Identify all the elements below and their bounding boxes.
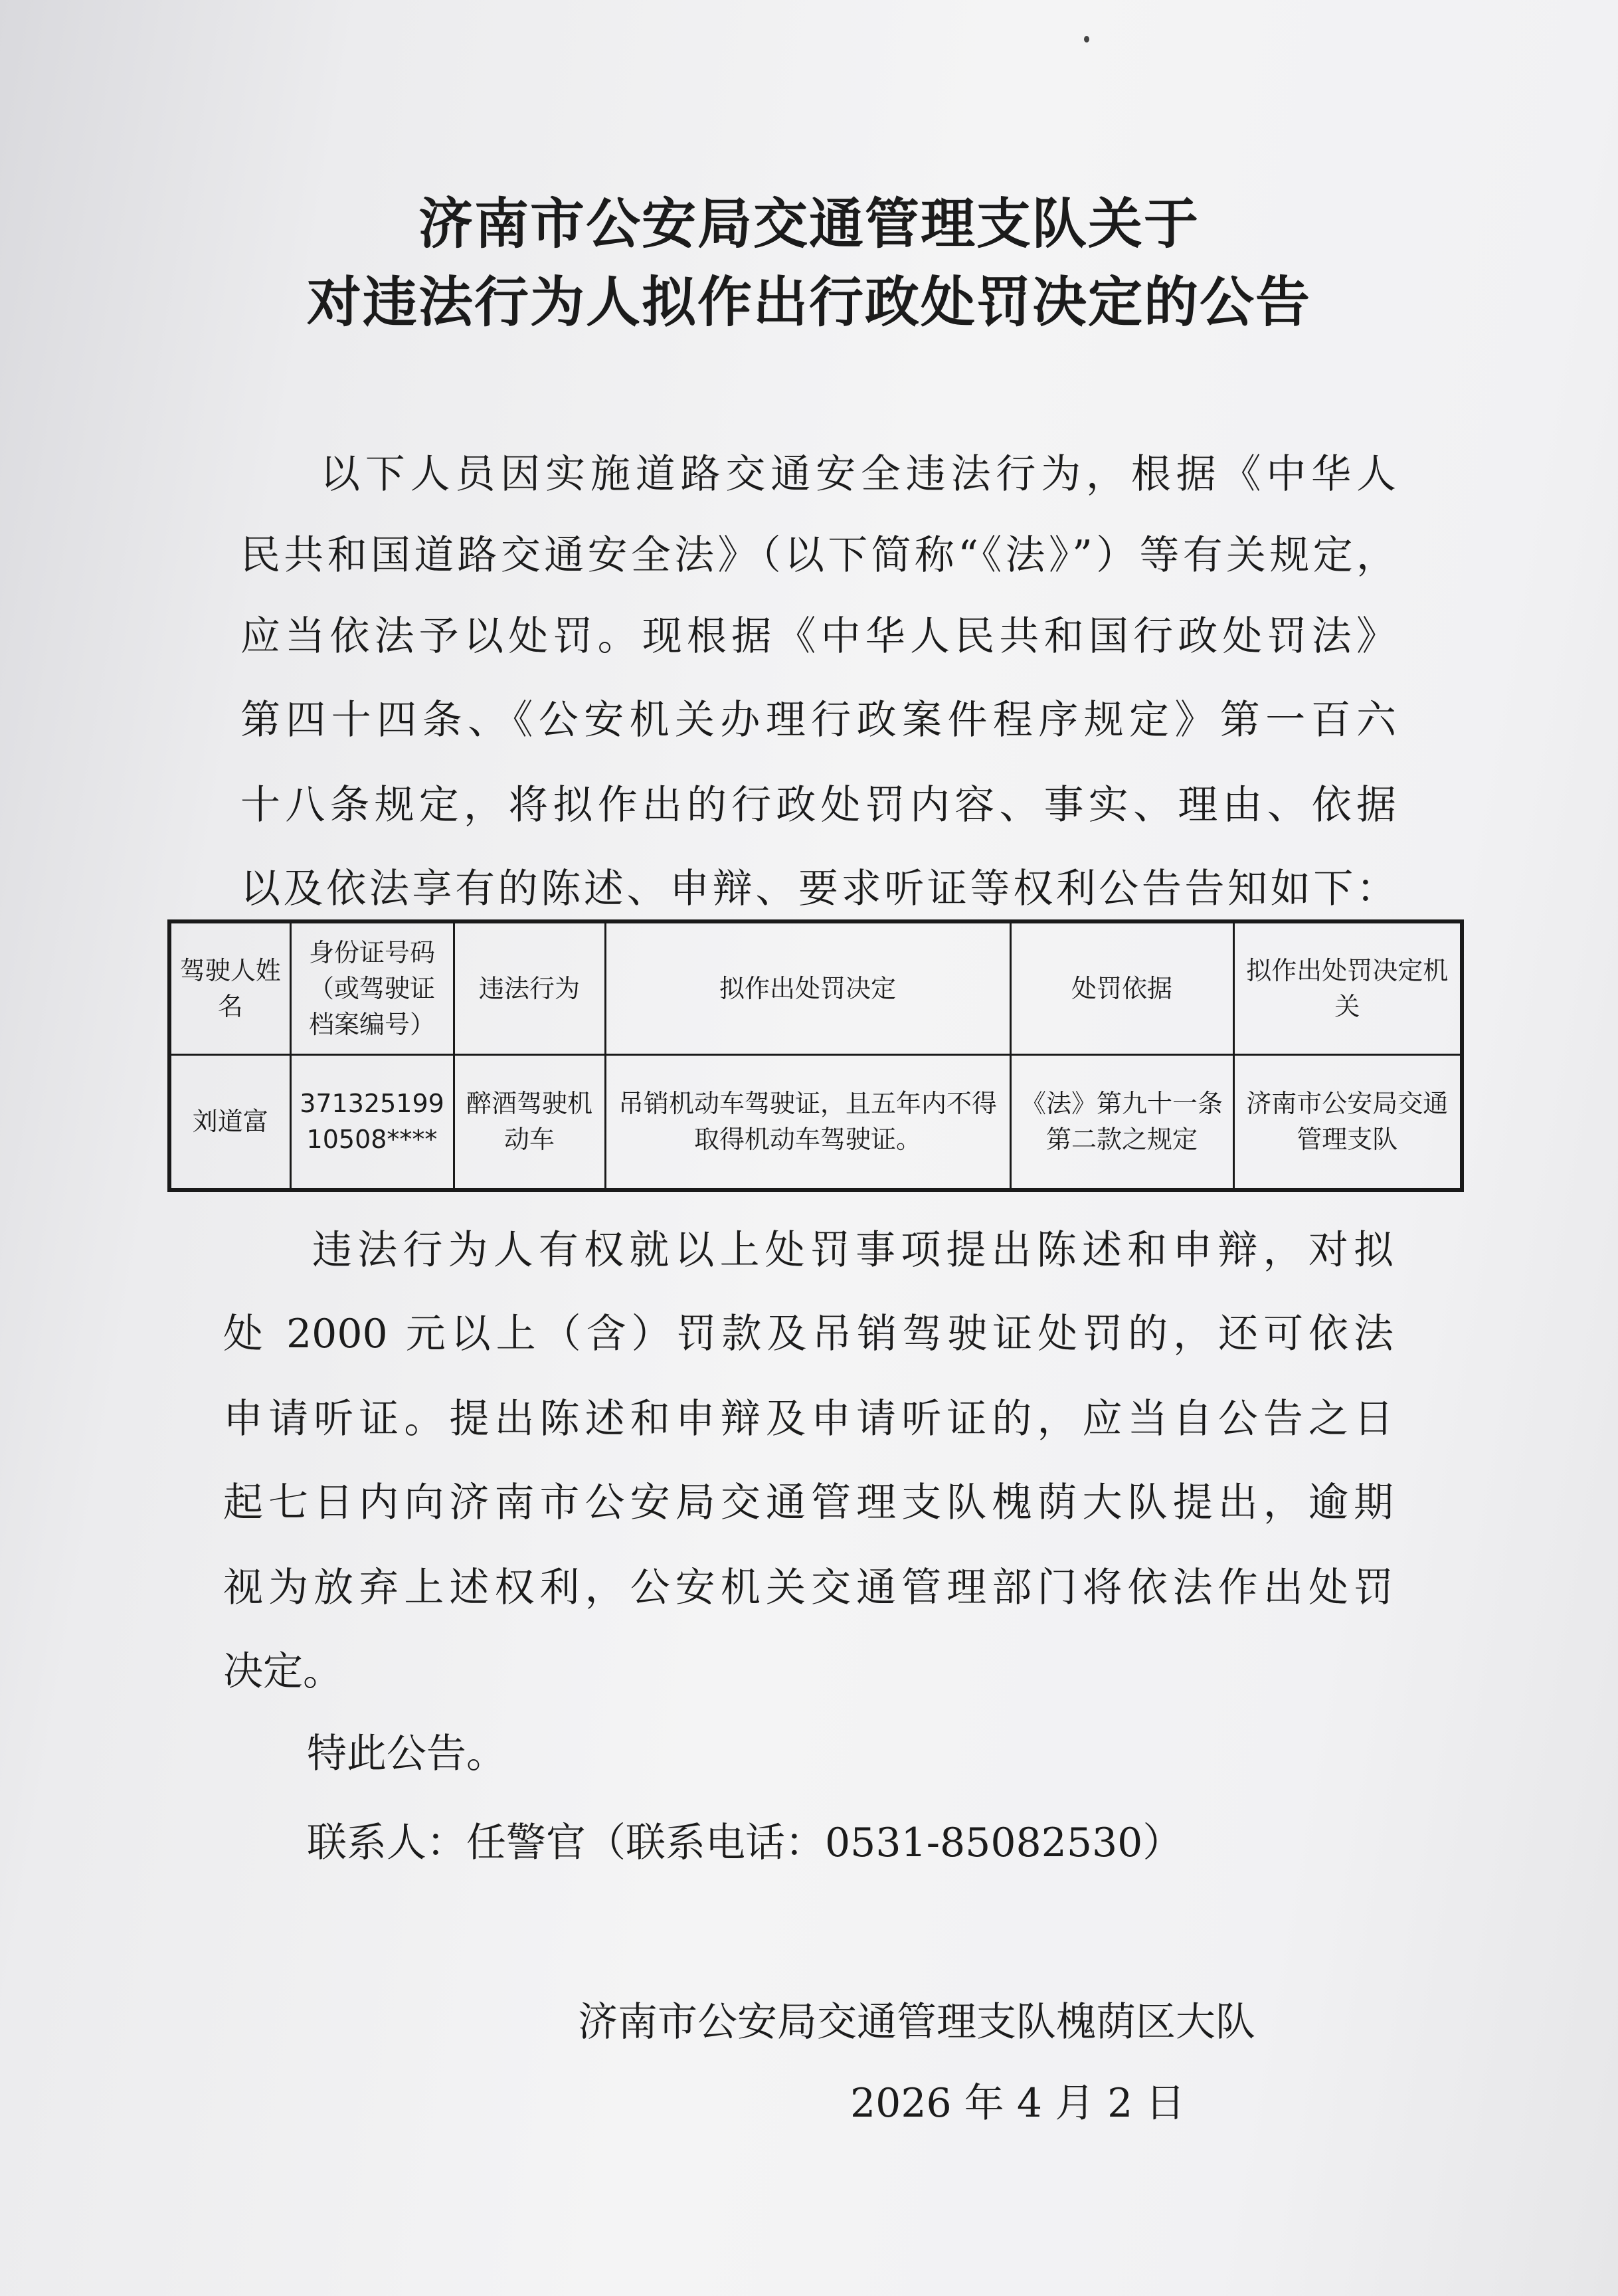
cell-basis: 《法》第九十一条第二款之规定 [1010,1054,1233,1190]
paper-speck [1084,36,1089,43]
cell-violation: 醉酒驾驶机动车 [454,1054,605,1190]
rights-line: 申请听证。提出陈述和申辩及申请听证的，应当自公告之日 [223,1396,1393,1442]
notice-title-line-1: 济南市公安局交通管理支队关于 [418,193,1200,256]
header-decision: 拟作出处罚决定 [605,921,1010,1054]
cell-id-number: 37132519910508**** [290,1054,454,1190]
intro-line: 应当依法予以处罚。现根据《中华人民共和国行政处罚法》 [240,613,1396,660]
intro-line: 第四十四条、《公安机关办理行政案件程序规定》第一百六 [240,697,1396,743]
signature-org: 济南市公安局交通管理支队槐荫区大队 [578,1999,1255,2046]
cell-decision: 吊销机动车驾驶证，且五年内不得取得机动车驾驶证。 [605,1054,1010,1190]
header-id-number: 身份证号码（或驾驶证档案编号） [290,921,454,1054]
signature-date: 2026 年 4 月 2 日 [850,2080,1186,2127]
rights-line: 处 2000 元以上（含）罚款及吊销驾驶证处罚的，还可依法 [223,1311,1393,1357]
cell-authority: 济南市公安局交通管理支队 [1233,1054,1462,1190]
cell-driver-name: 刘道富 [169,1054,290,1190]
penalty-table [167,919,1464,1192]
notice-title-line-2: 对违法行为人拟作出行政处罚决定的公告 [306,271,1311,334]
header-basis: 处罚依据 [1010,921,1233,1054]
intro-line: 以及依法享有的陈述、申辩、要求听证等权利公告告知如下： [240,866,1396,912]
intro-line: 以下人员因实施道路交通安全违法行为，根据《中华人 [320,451,1396,498]
header-authority: 拟作出处罚决定机关 [1233,921,1462,1054]
rights-line: 决定。 [223,1648,343,1695]
header-violation: 违法行为 [454,921,605,1054]
intro-line: 十八条规定，将拟作出的行政处罚内容、事实、理由、依据 [240,782,1396,828]
table-header-row [169,921,1462,1054]
header-driver-name: 驾驶人姓名 [169,921,290,1054]
rights-line: 视为放弃上述权利，公安机关交通管理部门将依法作出处罚 [223,1565,1393,1611]
table-row [169,1054,1462,1190]
intro-line: 民共和国道路交通安全法》（以下简称“《法》”）等有关规定， [240,532,1396,579]
rights-line: 起七日内向济南市公安局交通管理支队槐荫大队提出，逾期 [223,1480,1393,1526]
rights-line: 违法行为人有权就以上处罚事项提出陈述和申辩，对拟 [312,1227,1393,1274]
contact-line: 联系人：任警官（联系电话：0531-85082530） [307,1820,1183,1866]
closing-text: 特此公告。 [307,1731,506,1777]
